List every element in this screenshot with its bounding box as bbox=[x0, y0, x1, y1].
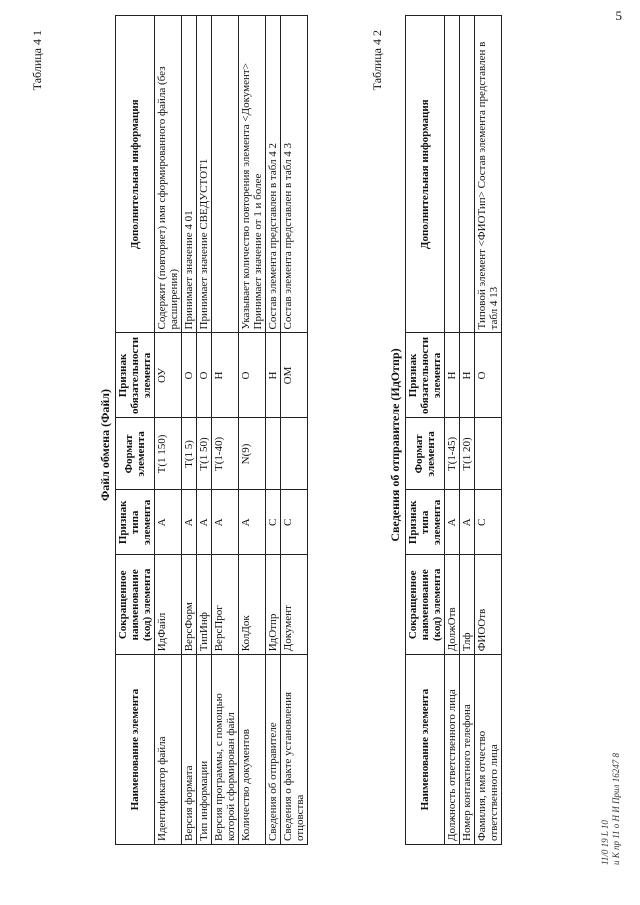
cell: Содержит (повторяет) имя сформированного файла (без расширения) bbox=[155, 16, 182, 333]
cell bbox=[281, 418, 308, 490]
table1-caption: Таблица 4 1 bbox=[30, 30, 44, 91]
header-cell: Сокращенное наименование (код) элемента bbox=[116, 555, 155, 655]
table2-header-row bbox=[406, 16, 445, 845]
cell: Версия формата bbox=[182, 655, 197, 845]
cell: Т(1-40) bbox=[212, 418, 239, 490]
cell: Н bbox=[212, 333, 239, 418]
cell: А bbox=[182, 490, 197, 555]
cell: Тлф bbox=[460, 555, 475, 655]
table-row bbox=[239, 16, 266, 845]
cell: ИдФайл bbox=[155, 555, 182, 655]
cell: Т(1 5) bbox=[182, 418, 197, 490]
cell: О bbox=[182, 333, 197, 418]
cell: О bbox=[239, 333, 266, 418]
header-cell: Наименование элемента bbox=[116, 655, 155, 845]
table-row bbox=[182, 16, 197, 845]
cell: О bbox=[197, 333, 212, 418]
cell: Документ bbox=[281, 555, 308, 655]
header-cell: Признак типа элемента bbox=[406, 490, 445, 555]
cell: Тип информации bbox=[197, 655, 212, 845]
cell: Должность ответственного лица bbox=[445, 655, 460, 845]
header-cell: Признак типа элемента bbox=[116, 490, 155, 555]
cell: С bbox=[475, 490, 502, 555]
cell: А bbox=[212, 490, 239, 555]
cell: КолДок bbox=[239, 555, 266, 655]
cell: О bbox=[475, 333, 502, 418]
cell: С bbox=[281, 490, 308, 555]
footer-line-2: и К пр 11 о Н И Прил 16247 8 bbox=[611, 753, 621, 865]
cell bbox=[475, 418, 502, 490]
cell: Н bbox=[266, 333, 281, 418]
cell: ТипИнф bbox=[197, 555, 212, 655]
cell: Н bbox=[445, 333, 460, 418]
cell: Состав элемента представлен в табл 4 2 bbox=[266, 16, 281, 333]
table-row bbox=[460, 16, 475, 845]
cell: С bbox=[266, 490, 281, 555]
table-row bbox=[197, 16, 212, 845]
cell: А bbox=[239, 490, 266, 555]
cell: А bbox=[155, 490, 182, 555]
cell: Т(1 20) bbox=[460, 418, 475, 490]
header-cell: Признак обязательности элемента bbox=[116, 333, 155, 418]
footer-line-1: 11/0 19 L 10 bbox=[600, 820, 610, 865]
table-row bbox=[212, 16, 239, 845]
cell: Т(1 50) bbox=[197, 418, 212, 490]
cell: ИдОтпр bbox=[266, 555, 281, 655]
table-row bbox=[475, 16, 502, 845]
cell: ВерсПрог bbox=[212, 555, 239, 655]
cell: ОМ bbox=[281, 333, 308, 418]
cell bbox=[460, 16, 475, 333]
table-row bbox=[281, 16, 308, 845]
header-cell: Формат элемента bbox=[116, 418, 155, 490]
cell: Сведения об отправителе bbox=[266, 655, 281, 845]
cell: Т(1-45) bbox=[445, 418, 460, 490]
cell: ДолжОтв bbox=[445, 555, 460, 655]
cell: Н bbox=[460, 333, 475, 418]
cell: Количество документов bbox=[239, 655, 266, 845]
cell: А bbox=[460, 490, 475, 555]
table2 bbox=[405, 15, 502, 845]
cell: А bbox=[197, 490, 212, 555]
table1-header-row bbox=[116, 16, 155, 845]
header-cell: Дополнительная информация bbox=[116, 16, 155, 333]
cell: ФИООтв bbox=[475, 555, 502, 655]
cell: Принимает значение 4 01 bbox=[182, 16, 197, 333]
footer-note bbox=[600, 753, 622, 865]
header-cell: Сокращенное наименование (код) элемента bbox=[406, 555, 445, 655]
cell bbox=[212, 16, 239, 333]
table-row bbox=[155, 16, 182, 845]
cell bbox=[445, 16, 460, 333]
cell: Принимает значение СВЕДУСТОТ1 bbox=[197, 16, 212, 333]
header-cell: Наименование элемента bbox=[406, 655, 445, 845]
cell bbox=[266, 418, 281, 490]
cell: Идентификатор файла bbox=[155, 655, 182, 845]
cell: N(9) bbox=[239, 418, 266, 490]
cell: А bbox=[445, 490, 460, 555]
cell: Т(1 150) bbox=[155, 418, 182, 490]
table-row bbox=[445, 16, 460, 845]
cell: Номер контактного телефона bbox=[460, 655, 475, 845]
cell: ОУ bbox=[155, 333, 182, 418]
cell: Указывает количество повторения элемента <Документ> Принимает значение от 1 и более bbox=[239, 16, 266, 333]
cell: Сведения о факте установления отцовства bbox=[281, 655, 308, 845]
header-cell: Формат элемента bbox=[406, 418, 445, 490]
table1-title: Файл обмена (Файл) bbox=[98, 388, 112, 502]
header-cell: Дополнительная информация bbox=[406, 16, 445, 333]
table2-title: Сведения об отправителе (ИдОтпр) bbox=[388, 348, 402, 542]
table1 bbox=[115, 15, 308, 845]
cell: Фамилия, имя отчество ответственного лица bbox=[475, 655, 502, 845]
cell: Типовой элемент <ФИОТип> Состав элемента представлен в табл 4 13 bbox=[475, 16, 502, 333]
cell: Версия программы, с помощью которой сформирован файл bbox=[212, 655, 239, 845]
cell: Состав элемента представлен в табл 4 3 bbox=[281, 16, 308, 333]
table-row bbox=[266, 16, 281, 845]
page-number: 5 bbox=[615, 8, 622, 23]
header-cell: Признак обязательности элемента bbox=[406, 333, 445, 418]
table2-caption: Таблица 4 2 bbox=[370, 30, 384, 91]
cell: ВерсФорм bbox=[182, 555, 197, 655]
